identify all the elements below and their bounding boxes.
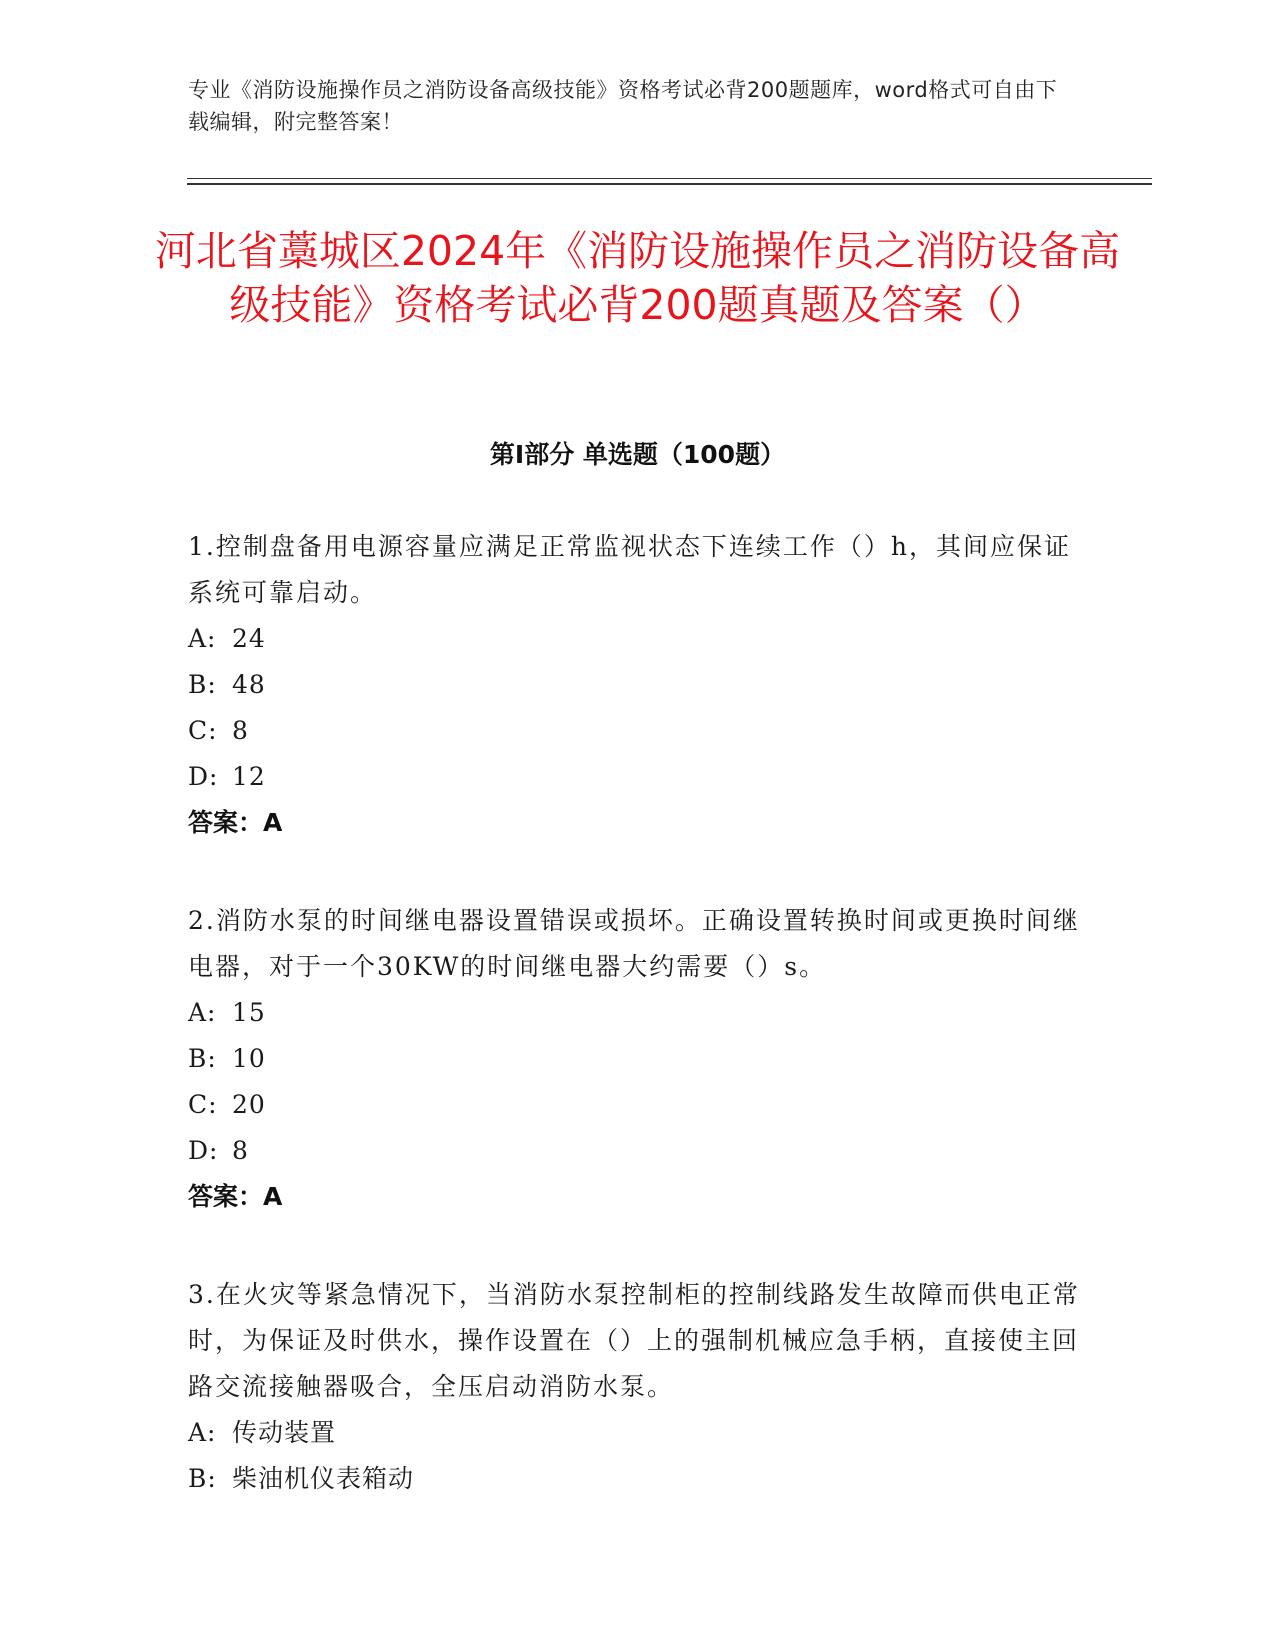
header-divider-thick	[187, 183, 1152, 185]
option-d	[188, 754, 1088, 800]
question-stem: 1.控制盘备用电源容量应满足正常监视状态下连续工作（）h，其间应保证系统可靠启动。	[188, 532, 1071, 607]
option-d	[188, 1128, 1088, 1174]
option-letter: D:	[188, 1136, 219, 1165]
option-text: 20	[232, 1090, 266, 1119]
question-spacer	[188, 1220, 1088, 1272]
option-c	[188, 1082, 1088, 1128]
option-text: 24	[232, 624, 266, 653]
option-text: 10	[232, 1044, 266, 1073]
option-letter: B:	[188, 1464, 217, 1493]
option-text: 8	[232, 716, 249, 745]
question-spacer	[188, 846, 1088, 898]
answer-line: 答案：A	[188, 1182, 283, 1211]
question-1	[188, 524, 1088, 846]
question-list	[188, 524, 1088, 1502]
option-text: 传动装置	[232, 1418, 337, 1447]
option-text: 12	[232, 762, 266, 791]
option-letter: C:	[188, 1090, 218, 1119]
document-title: 河北省藁城区2024年《消防设施操作员之消防设备高级技能》资格考试必背200题真题及答案（）	[154, 227, 1121, 329]
option-letter: A:	[188, 998, 217, 1027]
question-2	[188, 898, 1088, 1220]
option-letter: B:	[188, 1044, 217, 1073]
option-c	[188, 708, 1088, 754]
section-heading: 第Ⅰ部分 单选题（100题）	[489, 440, 786, 469]
option-text: 柴油机仪表箱动	[232, 1464, 415, 1493]
option-letter: B:	[188, 670, 217, 699]
option-b	[188, 1456, 1088, 1502]
option-b	[188, 1036, 1088, 1082]
answer-line: 答案：A	[188, 808, 283, 837]
header-divider-thin	[187, 178, 1152, 179]
option-letter: D:	[188, 762, 219, 791]
question-stem: 2.消防水泵的时间继电器设置错误或损坏。正确设置转换时间或更换时间继电器，对于一个30KW的时间继电器大约需要（）s。	[188, 906, 1080, 981]
option-a	[188, 990, 1088, 1036]
option-letter: C:	[188, 716, 218, 745]
option-a	[188, 1410, 1088, 1456]
option-text: 8	[232, 1136, 249, 1165]
option-letter: A:	[188, 624, 217, 653]
option-text: 48	[232, 670, 266, 699]
question-3	[188, 1272, 1088, 1502]
option-letter: A:	[188, 1418, 217, 1447]
option-text: 15	[232, 998, 266, 1027]
question-stem: 3.在火灾等紧急情况下，当消防水泵控制柜的控制线路发生故障而供电正常时，为保证及时供水，操作设置在（）上的强制机械应急手柄，直接使主回路交流接触器吸合，全压启动消防水泵。	[188, 1280, 1080, 1401]
header-note: 专业《消防设施操作员之消防设备高级技能》资格考试必背200题题库，word格式可自由下载编辑，附完整答案！	[188, 78, 1058, 134]
option-a	[188, 616, 1088, 662]
option-b	[188, 662, 1088, 708]
